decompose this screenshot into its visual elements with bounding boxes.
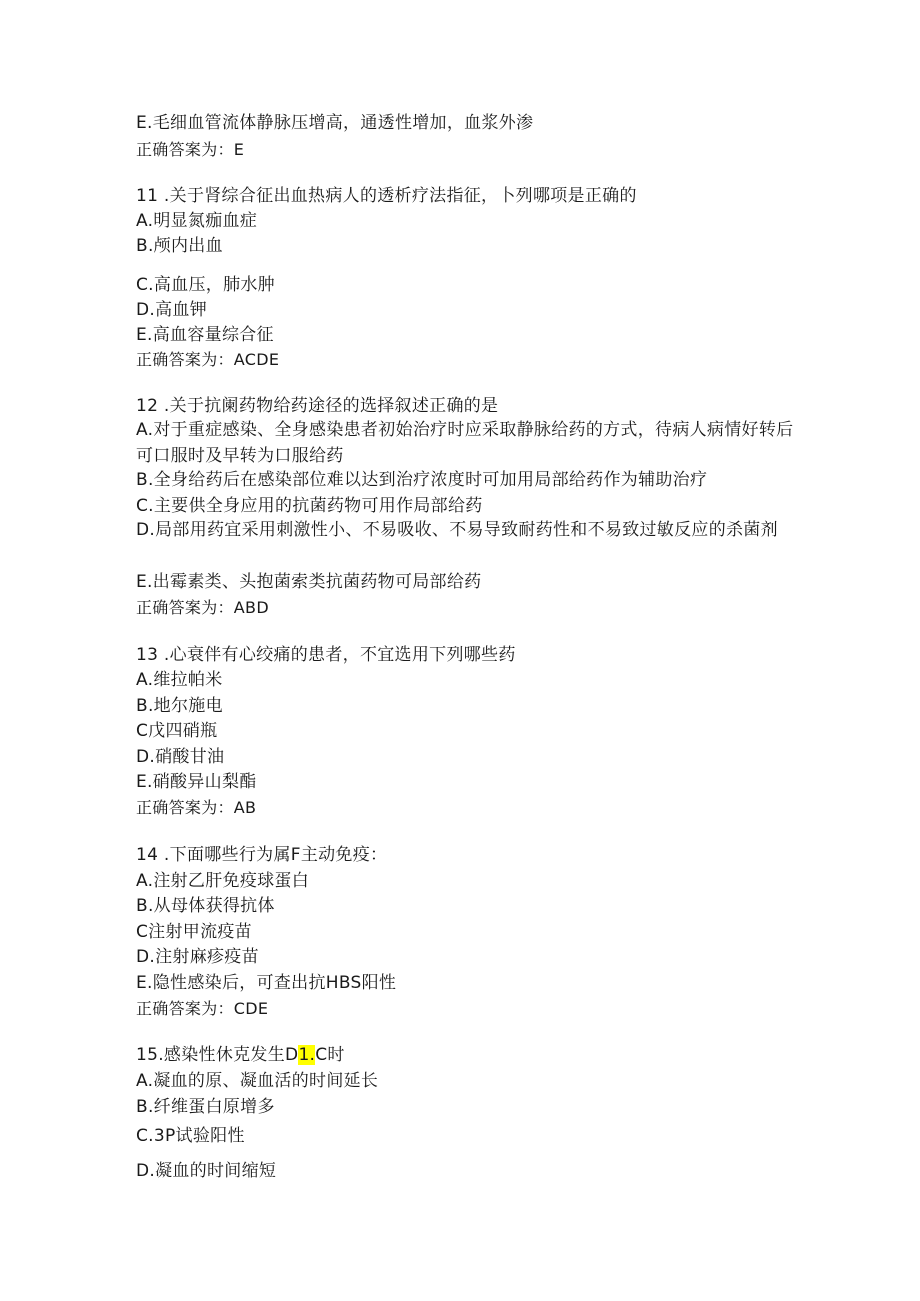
answer-q13: 正确答案为：AB <box>136 798 257 817</box>
answer-q12: 正确答案为：ABD <box>136 598 269 617</box>
option-b-q11: B.颅内出血 <box>136 236 223 256</box>
option-a-q13: A.维拉帕米 <box>136 670 223 690</box>
option-d-q12: D.局部用药宜采用刺激性小、不易吸收、不易导致耐药性和不易致过敏反应的杀菌剂 <box>136 520 778 540</box>
option-c-q13: C戊四硝瓶 <box>136 721 218 741</box>
question-14: 14 .下面哪些行为属F主动免疫： <box>136 845 388 865</box>
option-d-q15: D.凝血的时间缩短 <box>136 1161 277 1181</box>
option-c-q12: C.主要供全身应用的抗菌药物可用作局部给药 <box>136 496 483 516</box>
answer-q14: 正确答案为：CDE <box>136 999 269 1018</box>
question-15-prefix: 15.感染性休克发生D <box>136 1045 299 1065</box>
question-12: 12 .关于抗阑药物给药途径的选择叙述正确的是 <box>136 396 499 416</box>
option-e-q11: E.高血容量综合征 <box>136 325 274 345</box>
option-a-q15: A.凝血的原、凝血活的时间延长 <box>136 1071 379 1091</box>
option-c-q14: C注射甲流疫苗 <box>136 922 252 942</box>
question-13: 13 .心衰伴有心绞痛的患者，不宜选用下列哪些药 <box>136 645 516 665</box>
option-d-q14: D.注射麻疹疫苗 <box>136 947 259 967</box>
option-d-q13: D.硝酸甘油 <box>136 747 225 767</box>
option-e-q13: E.硝酸异山梨酯 <box>136 772 257 792</box>
option-a-q12: A.对于重症感染、全身感染患者初始治疗时应采取静脉给药的方式，待病人病情好转后可口服时及早转为口服给药 <box>136 420 794 466</box>
option-b-q15: B.纤维蛋白原增多 <box>136 1097 275 1117</box>
option-a-q14: A.注射乙肝免疫球蛋白 <box>136 871 310 891</box>
answer-q10: 正确答案为：E <box>136 140 245 159</box>
option-c-q15: C.3P试验阳性 <box>136 1126 245 1146</box>
answer-q11: 正确答案为：ACDE <box>136 350 280 369</box>
option-e-q10: E.毛细血管流体静脉压增高，通透性增加，血浆外渗 <box>136 113 534 133</box>
option-d-q11: D.高血钾 <box>136 300 207 320</box>
option-b-q14: B.从母体获得抗体 <box>136 896 275 916</box>
highlighted-text: 1. <box>298 1045 316 1065</box>
question-15 <box>136 1044 345 1066</box>
option-b-q12: B.全身给药后在感染部位难以达到治疗浓度时可加用局部给药作为辅助治疗 <box>136 470 708 490</box>
option-a-q11: A.明显氮痂血症 <box>136 211 258 231</box>
option-c-q11: C.高血压，肺水肿 <box>136 275 275 295</box>
question-15-suffix: C时 <box>315 1045 345 1065</box>
option-e-q14: E.隐性感染后，可查出抗HBS阳性 <box>136 973 397 993</box>
option-e-q12: E.出霉素类、头抱菌索类抗菌药物可局部给药 <box>136 572 482 592</box>
question-11: 11 .关于肾综合征出血热病人的透析疗法指征，卜列哪项是正确的 <box>136 186 637 206</box>
option-b-q13: B.地尔施电 <box>136 696 223 716</box>
